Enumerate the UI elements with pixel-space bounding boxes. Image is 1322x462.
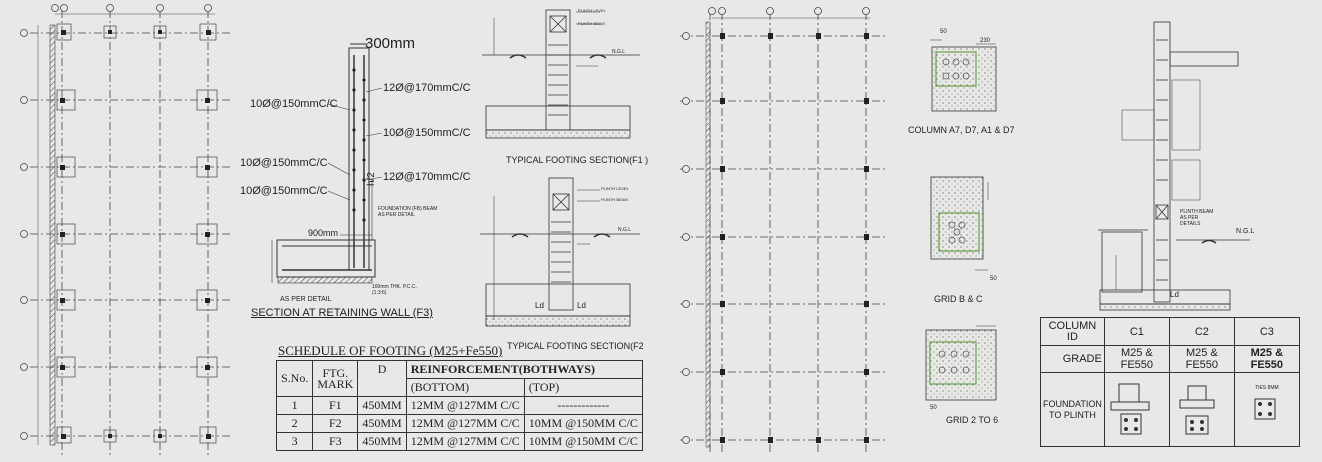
column-detail-c1 (930, 40, 996, 111)
sched-cell: 10MM @150MM C/C (524, 415, 642, 433)
col-h-c1: C1 (1104, 318, 1169, 346)
sched-cell: 3 (277, 433, 313, 451)
sched-cell: 12MM @127MM C/C (406, 433, 524, 451)
column-table (1040, 317, 1300, 447)
col-grade-c3: M25 & FE550 (1234, 346, 1299, 373)
wall-top-width: 300mm (365, 35, 416, 52)
col-h-c3: C3 (1234, 318, 1299, 346)
right-ld: Ld (1170, 290, 1179, 299)
schedule-table (276, 360, 643, 451)
table-row (277, 397, 643, 415)
f2-ld-left: Ld (535, 301, 544, 310)
f1-ngl: N.G.L (612, 49, 626, 55)
wall-h2: h/2 (366, 172, 377, 186)
col-foundation-label: FOUNDATION TO PLINTH (1041, 373, 1105, 447)
sched-cell: 450MM (358, 415, 406, 433)
column-plan-middle (680, 8, 885, 456)
wall-right-label-1: 12Ø@170mmC/C (383, 82, 471, 94)
wall-label-1: 10Ø@150mmC/C (250, 98, 338, 110)
table-row (277, 415, 643, 433)
sched-cell: 2 (277, 415, 313, 433)
right-elevation-section (1098, 22, 1250, 310)
f1-title: TYPICAL FOOTING SECTION(F1 ) (506, 155, 649, 165)
footing-plan-left (21, 5, 231, 456)
wall-right-label-2: 10Ø@150mmC/C (383, 127, 471, 139)
sched-cell: 450MM (358, 433, 406, 451)
wall-pcc-note: 100mm THK. P.C.C. (1:3:6) (372, 284, 417, 296)
sched-cell: 10MM @150MM C/C (524, 433, 642, 451)
col-grade-c1: M25 & FE550 (1104, 346, 1169, 373)
col-c3-section-icon (1237, 391, 1297, 431)
sched-cell: 12MM @127MM C/C (406, 415, 524, 433)
sched-cell: ------------- (524, 397, 642, 415)
sched-cell: 450MM (358, 397, 406, 415)
wall-section-title: SECTION AT RETAINING WALL (F3) (251, 307, 433, 319)
wall-label-3: 10Ø@150mmC/C (240, 185, 328, 197)
wall-foundation-note: FOUNDATION (FB) BEAM AS PER DETAIL (378, 206, 438, 218)
col-dim-50-b: 50 (990, 276, 997, 282)
wall-base-width: 900mm (308, 228, 339, 238)
sched-cell: F2 (313, 415, 358, 433)
sched-cell: F3 (313, 433, 358, 451)
sched-h-reinf: REINFORCEMENT(BOTHWAYS) (406, 361, 642, 379)
schedule-title: SCHEDULE OF FOOTING (M25+Fe550) (278, 343, 503, 358)
col-dim-230: 230 (980, 38, 991, 44)
sched-cell: 12MM @127MM C/C (406, 397, 524, 415)
col-dim-50-c: 50 (930, 405, 937, 411)
f1-plinth-beam: PLINTH BEAM (578, 21, 605, 26)
sched-cell: 1 (277, 397, 313, 415)
sched-cell: F1 (313, 397, 358, 415)
table-row (277, 433, 643, 451)
right-plinth-beam: PLINTH BEAM AS PER DETAILS (1180, 209, 1214, 227)
col-grade-c2: M25 & FE550 (1169, 346, 1234, 373)
column-detail-c3 (926, 326, 996, 400)
col-detail-c2-title: GRID B & C (934, 294, 983, 304)
col-c1-section-icon (1107, 376, 1167, 440)
f2-ngl: N.G.L (618, 227, 632, 233)
sched-h-bottom: (BOTTOM) (406, 379, 524, 397)
col-detail-c1-cell (1104, 373, 1169, 447)
col-h-c2: C2 (1169, 318, 1234, 346)
col-dim-50: 50 (940, 29, 947, 35)
wall-label-2: 10Ø@150mmC/C (240, 157, 328, 169)
col-detail-c1-title: COLUMN A7, D7, A1 & D7 (908, 125, 1015, 135)
col-detail-c2-cell (1169, 373, 1234, 447)
col-grade-label: GRADE (1041, 346, 1105, 373)
f2-ld-right: Ld (577, 301, 586, 310)
col-h-id: COLUMN ID (1041, 318, 1105, 346)
f2-plinth-level: PLINTH LEVEL (601, 186, 629, 191)
sched-h-d: D (358, 361, 406, 397)
right-ngl: N.G.L (1236, 228, 1255, 235)
sched-h-sno: S.No. (277, 361, 313, 397)
f2-title: TYPICAL FOOTING SECTION(F2 (507, 341, 644, 351)
f1-plinth-level: PLINTH LEVEL (578, 8, 606, 13)
sched-h-mark: FTG. MARK (313, 361, 358, 397)
col-detail-c3-cell (1234, 373, 1299, 447)
wall-as-per-detail: AS PER DETAIL (280, 296, 332, 303)
sched-h-top: (TOP) (524, 379, 642, 397)
wall-right-label-3: 12Ø@170mmC/C (383, 171, 471, 183)
col-c2-section-icon (1172, 376, 1232, 440)
column-detail-c2 (931, 177, 988, 270)
f2-plinth-beam: PLINTH BEAM (601, 197, 628, 202)
footing-section-f1 (482, 10, 640, 138)
col-ties-label: TIES 8MM (1255, 385, 1279, 391)
col-detail-c3-title: GRID 2 TO 6 (946, 415, 999, 425)
